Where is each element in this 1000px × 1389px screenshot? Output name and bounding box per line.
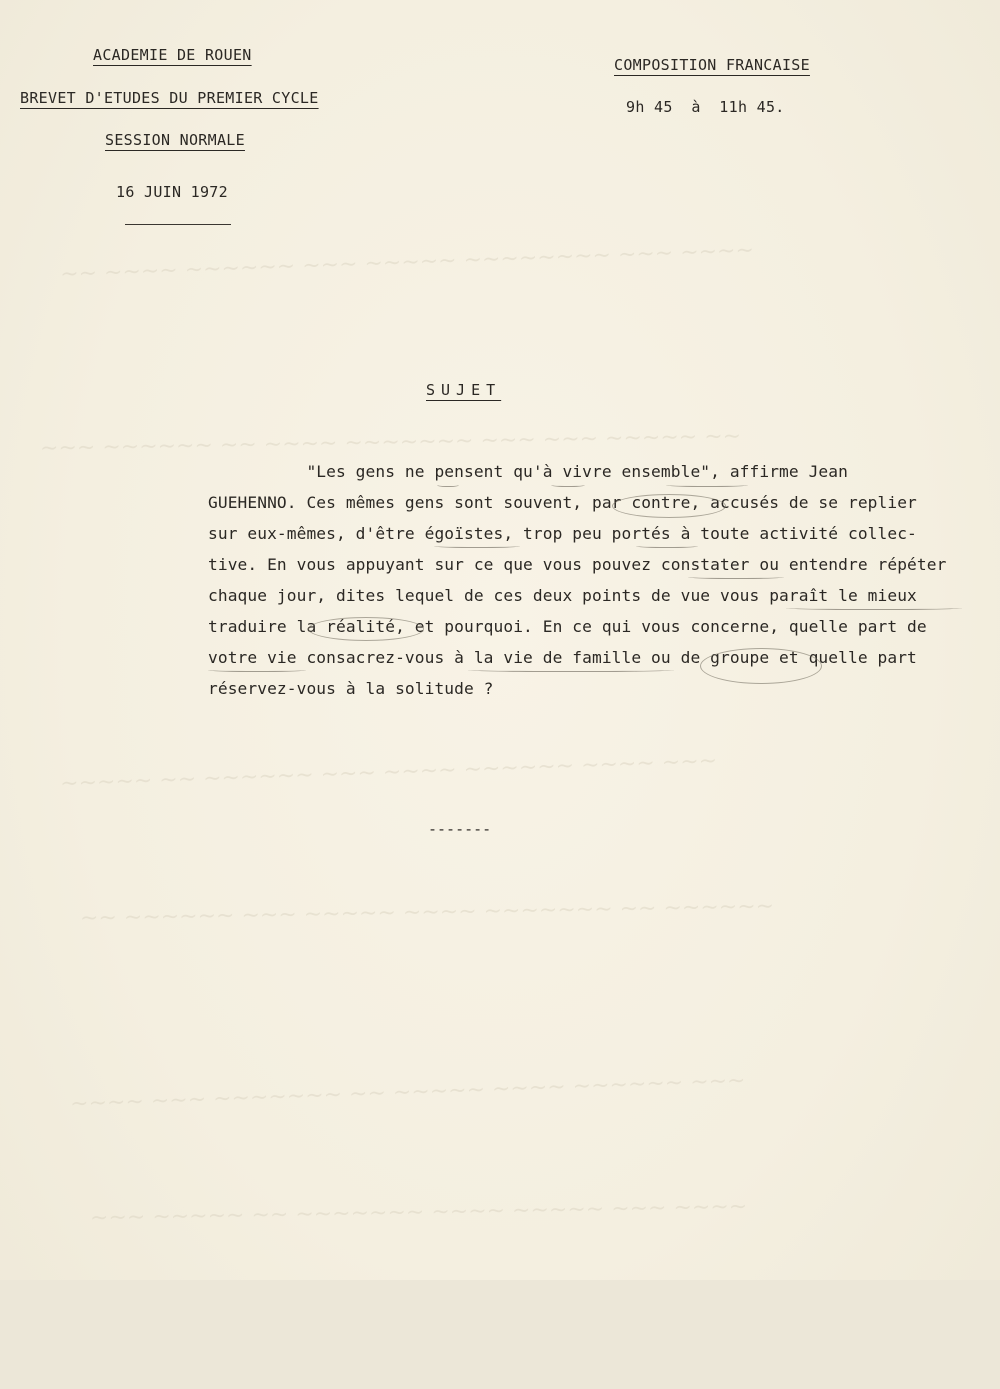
pencil-circle-mark	[308, 617, 424, 641]
pencil-underline-mark	[786, 605, 962, 610]
pencil-underline-mark	[434, 543, 520, 548]
exam-date: 16 JUIN 1972	[116, 183, 228, 201]
bleed-through-handwriting: ~~~~ ~~~ ~~~~~~~ ~~ ~~~~~ ~~~~ ~~~~~~ ~~~	[69, 1068, 746, 1117]
academie-heading: ACADEMIE DE ROUEN	[93, 46, 252, 64]
body-line: sur eux-mêmes, d'être égoïstes, trop peu portés à toute activité collec-	[208, 524, 917, 543]
pencil-underline-mark	[688, 574, 784, 579]
bleed-through-handwriting: ~~~ ~~~~~ ~~ ~~~~~~~ ~~~~ ~~~~~ ~~~ ~~~~	[89, 1194, 748, 1231]
body-line: tive. En vous appuyant sur ce que vous pouvez constater ou entendre répéter	[208, 555, 947, 574]
body-line: traduire la réalité, et pourquoi. En ce qui vous concerne, quelle part de	[208, 617, 927, 636]
session-heading: SESSION NORMALE	[105, 131, 245, 149]
brevet-heading: BREVET D'ETUDES DU PREMIER CYCLE	[20, 89, 319, 107]
pencil-underline-mark	[551, 482, 585, 487]
subject-heading: COMPOSITION FRANCAISE	[614, 56, 810, 74]
sujet-title: SUJET	[426, 381, 502, 399]
pencil-underline-mark	[666, 482, 748, 487]
paper-bottom-band	[0, 1280, 1000, 1389]
pencil-underline-mark	[636, 543, 698, 548]
bleed-through-handwriting: ~~ ~~~~~~ ~~~ ~~~~~ ~~~~ ~~~~~~~ ~~ ~~~~~~	[79, 893, 775, 932]
pencil-underline-mark	[437, 482, 459, 487]
body-line: GUEHENNO. Ces mêmes gens sont souvent, par contre, accusés de se replier	[208, 493, 917, 512]
pencil-underline-mark	[208, 667, 306, 672]
body-line: chaque jour, dites lequel de ces deux points de vue vous paraît le mieux	[208, 586, 917, 605]
exam-time: 9h 45 à 11h 45.	[626, 98, 785, 116]
pencil-underline-mark	[468, 667, 674, 672]
bleed-through-handwriting: ~~~~~ ~~ ~~~~~~ ~~~ ~~~~ ~~~~~~ ~~~~ ~~~	[59, 748, 718, 797]
body-line: votre vie consacrez-vous à la vie de famille ou de groupe et quelle part	[208, 648, 917, 667]
pencil-circle-mark	[700, 648, 822, 684]
bleed-through-handwriting: ~~~ ~~~~~~ ~~ ~~~~ ~~~~~~~ ~~~ ~~~ ~~~~~ ~~	[39, 423, 742, 462]
pencil-circle-mark	[612, 494, 726, 518]
body-line: réservez-vous à la solitude ?	[208, 679, 494, 698]
date-underline-rule	[125, 224, 231, 225]
end-dashes: -------	[428, 820, 492, 838]
body-line: "Les gens ne pensent qu'à vivre ensemble", affirme Jean	[208, 462, 848, 481]
bleed-through-handwriting: ~~ ~~~~ ~~~~~~ ~~~ ~~~~~ ~~~~~~~~ ~~~ ~~~~	[59, 237, 755, 288]
